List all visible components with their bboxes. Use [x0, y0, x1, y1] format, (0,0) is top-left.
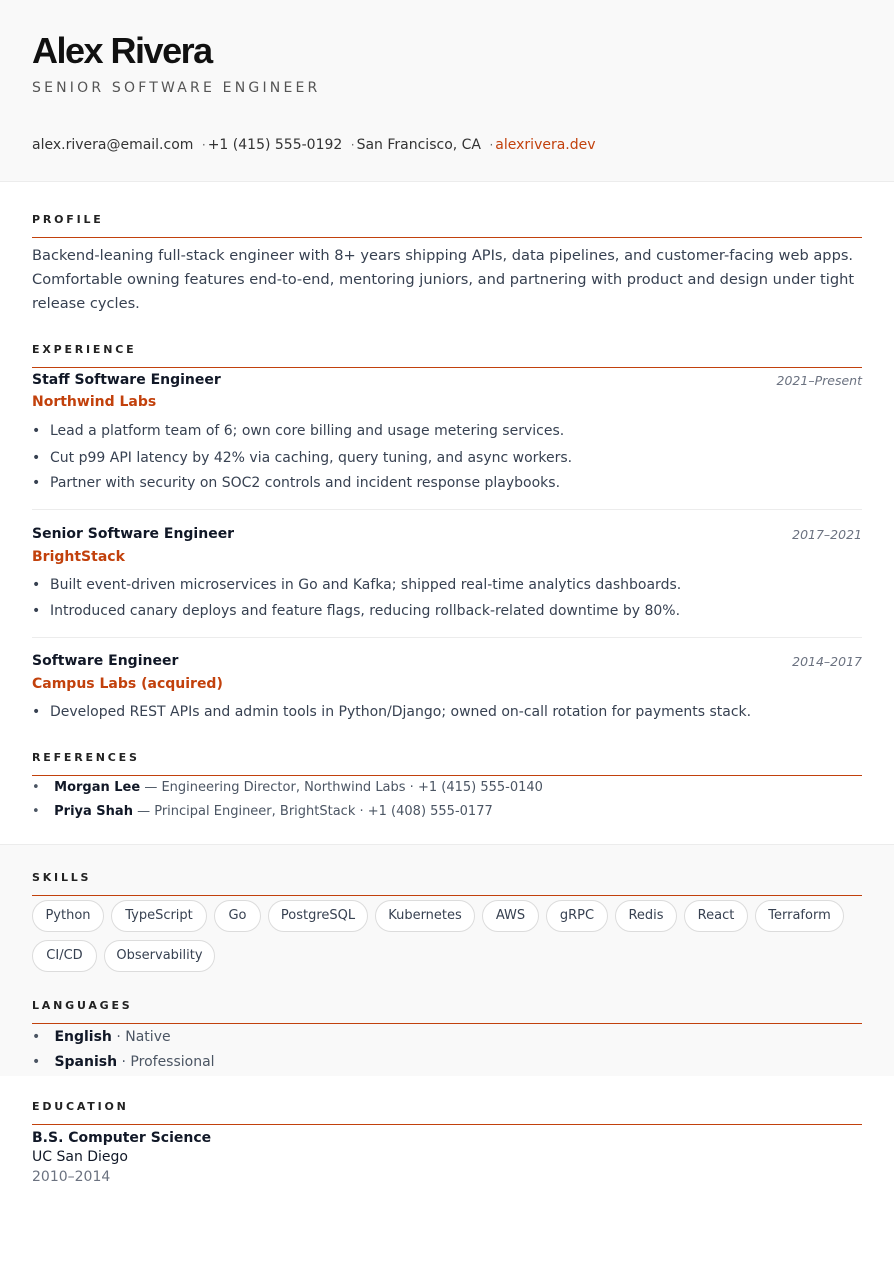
contact-separator: · — [489, 138, 494, 152]
contact-website-link[interactable]: alexrivera.dev — [495, 137, 596, 153]
skill-chip: CI/CD — [32, 940, 97, 972]
job-dates: 2017–2021 — [792, 527, 862, 542]
section-heading-education — [32, 1095, 862, 1125]
contact-location: San Francisco, CA — [356, 137, 482, 153]
skill-chip: Kubernetes — [375, 900, 475, 932]
section-heading-label: PROFILE — [32, 213, 104, 226]
skill-chip: TypeScript — [111, 900, 207, 932]
section-heading-label: SKILLS — [32, 871, 92, 884]
reference-detail: — Engineering Director, Northwind Labs · +1 (415) 555-0140 — [140, 780, 543, 795]
skill-chip: PostgreSQL — [268, 900, 368, 932]
contact-email[interactable]: alex.rivera@email.com — [32, 137, 194, 153]
job-company: BrightStack — [32, 549, 125, 565]
contact-line — [32, 137, 596, 153]
skill-chip: Terraform — [755, 900, 844, 932]
section-heading-profile — [32, 208, 862, 238]
job-dates: 2021–Present — [776, 373, 862, 388]
resume-header — [0, 0, 894, 182]
job-company: Northwind Labs — [32, 394, 157, 410]
language-item — [32, 1029, 171, 1045]
skill-chip: React — [684, 900, 748, 932]
skill-chip: Redis — [615, 900, 677, 932]
job-bullet: • Lead a platform team of 6; own core billing and usage metering services. — [32, 423, 564, 439]
section-heading-languages — [32, 994, 862, 1024]
language-name: English — [54, 1029, 112, 1045]
job-bullet: • Partner with security on SOC2 controls and incident response playbooks. — [32, 475, 560, 491]
skill-chip: Go — [214, 900, 261, 932]
contact-separator: · — [201, 138, 206, 152]
contact-phone[interactable]: +1 (415) 555-0192 — [207, 137, 343, 153]
job-bullet: • Built event-driven microservices in Go and Kafka; shipped real-time analytics dashboards. — [32, 577, 681, 593]
job-bullet: • Cut p99 API latency by 42% via caching, query tuning, and async workers. — [32, 450, 572, 466]
language-name: Spanish — [54, 1054, 118, 1070]
language-level: · Native — [111, 1029, 171, 1045]
job-title: Software Engineer — [32, 653, 179, 669]
reference-item — [32, 780, 543, 795]
job-company: Campus Labs (acquired) — [32, 676, 223, 692]
education-degree: B.S. Computer Science — [32, 1130, 212, 1146]
skill-chip: AWS — [482, 900, 539, 932]
skill-chip: gRPC — [546, 900, 608, 932]
section-heading-skills — [32, 866, 862, 896]
reference-detail: — Principal Engineer, BrightStack · +1 (408) 555-0177 — [132, 804, 493, 819]
language-level: · Professional — [117, 1054, 215, 1070]
job-title: Staff Software Engineer — [32, 372, 221, 388]
section-heading-label: REFERENCES — [32, 751, 140, 764]
education-school: UC San Diego — [32, 1149, 128, 1165]
contact-separator: · — [350, 138, 355, 152]
section-heading-label: EDUCATION — [32, 1100, 129, 1113]
profile-summary: Backend-leaning full-stack engineer with 8+ years shipping APIs, data pipelines, and customer-facing web apps. Comfortable owning features end-to-end, mentoring juniors, and partnering with product and design under tight release cycles. — [32, 247, 855, 312]
candidate-name: Alex Rivera — [32, 30, 212, 71]
reference-item — [32, 804, 493, 819]
section-heading-label: LANGUAGES — [32, 999, 133, 1012]
section-heading-experience — [32, 338, 862, 368]
job-dates: 2014–2017 — [792, 654, 862, 669]
reference-name: Morgan Lee — [54, 780, 141, 795]
candidate-role: SENIOR SOFTWARE ENGINEER — [32, 80, 321, 96]
skill-chip: Observability — [104, 940, 215, 972]
section-heading-label: EXPERIENCE — [32, 343, 137, 356]
reference-name: Priya Shah — [54, 804, 133, 819]
job-divider — [32, 637, 862, 638]
job-divider — [32, 509, 862, 510]
job-title: Senior Software Engineer — [32, 526, 235, 542]
job-bullet: • Developed REST APIs and admin tools in Python/Django; owned on-call rotation for payments stack. — [32, 704, 751, 720]
section-heading-references — [32, 746, 862, 776]
skill-chip: Python — [32, 900, 104, 932]
education-years: 2010–2014 — [32, 1169, 111, 1185]
job-bullet: • Introduced canary deploys and feature flags, reducing rollback-related downtime by 80%. — [32, 603, 680, 619]
language-item — [32, 1054, 215, 1070]
